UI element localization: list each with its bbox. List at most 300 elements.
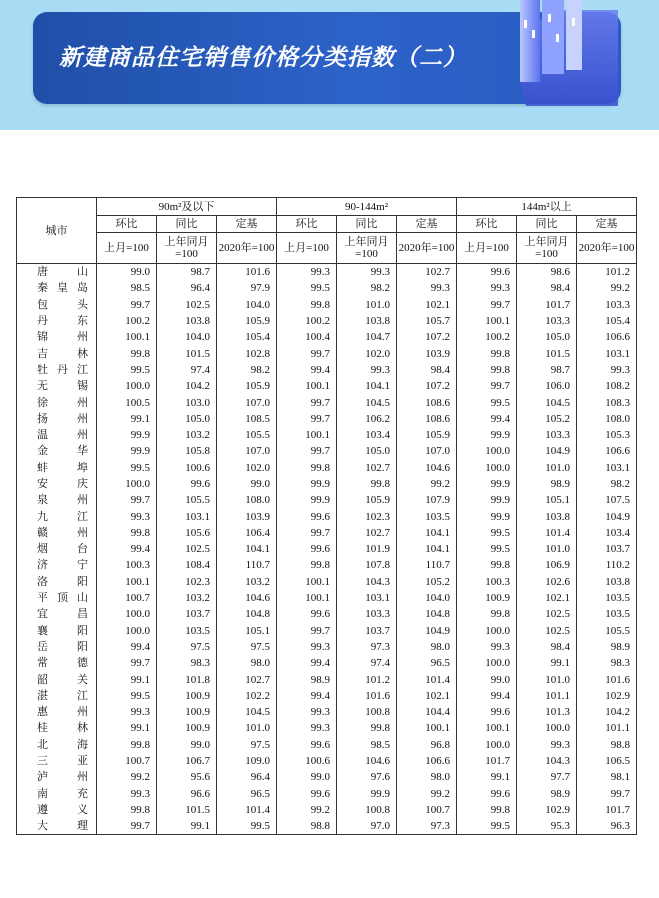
index-value-cell: 96.8 <box>397 737 457 753</box>
index-value-cell: 100.2 <box>277 313 337 329</box>
table-row <box>17 623 637 639</box>
index-value-cell: 95.3 <box>517 818 577 835</box>
index-value-cell: 107.8 <box>337 557 397 573</box>
table-row <box>17 574 637 590</box>
index-value-cell: 101.9 <box>337 541 397 557</box>
index-value-cell: 99.8 <box>457 345 517 361</box>
index-value-cell: 108.3 <box>577 394 637 410</box>
index-value-cell: 99.8 <box>457 362 517 378</box>
index-value-cell: 109.0 <box>217 753 277 769</box>
index-value-cell: 99.3 <box>517 737 577 753</box>
index-value-cell: 96.5 <box>397 655 457 671</box>
index-value-cell: 98.9 <box>277 671 337 687</box>
city-name-cell: 锦州 <box>17 329 97 345</box>
index-value-cell: 99.4 <box>277 655 337 671</box>
index-value-cell: 107.2 <box>397 378 457 394</box>
index-value-cell: 99.4 <box>457 411 517 427</box>
index-value-cell: 99.9 <box>337 786 397 802</box>
index-value-cell: 100.0 <box>457 623 517 639</box>
index-value-cell: 100.3 <box>97 557 157 573</box>
index-value-cell: 103.1 <box>337 590 397 606</box>
index-value-cell: 105.9 <box>397 427 457 443</box>
index-value-cell: 102.5 <box>157 297 217 313</box>
index-value-cell: 101.0 <box>337 297 397 313</box>
index-value-cell: 98.5 <box>97 280 157 296</box>
city-name-cell: 安庆 <box>17 476 97 492</box>
index-value-cell: 99.8 <box>457 802 517 818</box>
index-value-cell: 100.2 <box>457 329 517 345</box>
index-value-cell: 101.4 <box>397 671 457 687</box>
building-graphic-icon <box>496 0 622 106</box>
index-value-cell: 99.3 <box>97 508 157 524</box>
index-value-cell: 99.2 <box>277 802 337 818</box>
index-value-cell: 97.0 <box>337 818 397 835</box>
index-value-cell: 99.6 <box>457 786 517 802</box>
index-value-cell: 107.0 <box>217 443 277 459</box>
table-row <box>17 802 637 818</box>
table-row <box>17 704 637 720</box>
index-value-cell: 99.7 <box>277 345 337 361</box>
index-value-cell: 101.3 <box>517 704 577 720</box>
index-value-cell: 99.1 <box>517 655 577 671</box>
index-value-cell: 96.4 <box>157 280 217 296</box>
index-value-cell: 108.0 <box>577 411 637 427</box>
table-row <box>17 557 637 573</box>
index-value-cell: 100.1 <box>97 574 157 590</box>
index-value-cell: 105.2 <box>517 411 577 427</box>
sub-header-fixed: 定基 <box>577 216 637 233</box>
index-value-cell: 99.4 <box>277 688 337 704</box>
city-name-cell: 南充 <box>17 786 97 802</box>
index-value-cell: 99.7 <box>457 378 517 394</box>
index-value-cell: 103.8 <box>157 313 217 329</box>
index-value-cell: 98.2 <box>577 476 637 492</box>
index-value-cell: 99.4 <box>97 639 157 655</box>
city-name-cell: 惠州 <box>17 704 97 720</box>
city-name-cell: 常德 <box>17 655 97 671</box>
table-row <box>17 378 637 394</box>
base-header-fixed: 2020年=100 <box>217 233 277 264</box>
index-value-cell: 99.3 <box>277 264 337 281</box>
index-value-cell: 105.9 <box>217 313 277 329</box>
index-value-cell: 98.4 <box>517 639 577 655</box>
city-name-cell: 北海 <box>17 737 97 753</box>
index-value-cell: 102.2 <box>217 688 277 704</box>
index-value-cell: 99.8 <box>277 460 337 476</box>
index-value-cell: 106.6 <box>577 443 637 459</box>
index-value-cell: 102.1 <box>397 297 457 313</box>
index-value-cell: 100.5 <box>97 394 157 410</box>
index-value-cell: 101.0 <box>517 460 577 476</box>
index-value-cell: 99.1 <box>97 671 157 687</box>
index-value-cell: 104.6 <box>397 460 457 476</box>
index-value-cell: 98.4 <box>517 280 577 296</box>
index-value-cell: 107.9 <box>397 492 457 508</box>
index-value-cell: 105.5 <box>217 427 277 443</box>
index-value-cell: 102.1 <box>397 688 457 704</box>
index-value-cell: 105.0 <box>337 443 397 459</box>
index-value-cell: 99.8 <box>97 802 157 818</box>
index-value-cell: 106.5 <box>577 753 637 769</box>
city-name-cell: 宜昌 <box>17 606 97 622</box>
index-value-cell: 96.6 <box>157 786 217 802</box>
index-value-cell: 102.6 <box>517 574 577 590</box>
city-name-cell: 大理 <box>17 818 97 835</box>
city-name-cell: 烟台 <box>17 541 97 557</box>
index-value-cell: 99.5 <box>97 362 157 378</box>
city-name-cell: 平顶山 <box>17 590 97 606</box>
index-value-cell: 105.4 <box>217 329 277 345</box>
index-value-cell: 101.1 <box>577 720 637 736</box>
index-value-cell: 106.2 <box>337 411 397 427</box>
index-value-cell: 100.3 <box>457 574 517 590</box>
sub-header-mom: 环比 <box>457 216 517 233</box>
index-value-cell: 99.3 <box>457 639 517 655</box>
index-value-cell: 99.9 <box>457 476 517 492</box>
index-value-cell: 102.0 <box>217 460 277 476</box>
index-value-cell: 99.5 <box>97 688 157 704</box>
index-value-cell: 99.3 <box>277 704 337 720</box>
index-value-cell: 105.8 <box>157 443 217 459</box>
index-value-cell: 106.6 <box>577 329 637 345</box>
page-title: 新建商品住宅销售价格分类指数（二） <box>59 45 467 71</box>
index-value-cell: 98.6 <box>517 264 577 281</box>
index-value-cell: 105.4 <box>577 313 637 329</box>
index-value-cell: 99.6 <box>457 704 517 720</box>
index-value-cell: 98.8 <box>277 818 337 835</box>
index-value-cell: 99.7 <box>277 623 337 639</box>
index-value-cell: 100.7 <box>97 590 157 606</box>
index-value-cell: 100.6 <box>157 460 217 476</box>
index-value-cell: 102.5 <box>157 541 217 557</box>
city-name-cell: 无锡 <box>17 378 97 394</box>
table-row <box>17 737 637 753</box>
index-value-cell: 99.3 <box>277 720 337 736</box>
base-header-yoy: 上年同月=100 <box>337 233 397 264</box>
index-value-cell: 99.0 <box>97 264 157 281</box>
index-value-cell: 100.9 <box>157 720 217 736</box>
index-value-cell: 99.4 <box>457 688 517 704</box>
index-value-cell: 102.5 <box>517 623 577 639</box>
index-value-cell: 99.9 <box>97 443 157 459</box>
index-value-cell: 99.5 <box>277 280 337 296</box>
index-value-cell: 101.1 <box>517 688 577 704</box>
index-value-cell: 101.7 <box>517 297 577 313</box>
index-value-cell: 97.4 <box>337 655 397 671</box>
index-value-cell: 103.4 <box>577 525 637 541</box>
sub-header-fixed: 定基 <box>217 216 277 233</box>
index-value-cell: 103.7 <box>157 606 217 622</box>
index-value-cell: 101.2 <box>577 264 637 281</box>
group-header: 144m²以上 <box>457 198 637 216</box>
index-value-cell: 99.0 <box>157 737 217 753</box>
index-value-cell: 105.2 <box>397 574 457 590</box>
index-value-cell: 104.5 <box>337 394 397 410</box>
index-value-cell: 104.5 <box>517 394 577 410</box>
index-value-cell: 99.3 <box>337 264 397 281</box>
index-value-cell: 99.7 <box>97 655 157 671</box>
table-row <box>17 345 637 361</box>
index-value-cell: 106.9 <box>517 557 577 573</box>
table-row <box>17 297 637 313</box>
index-value-cell: 97.3 <box>337 639 397 655</box>
index-value-cell: 97.5 <box>157 639 217 655</box>
city-name-cell: 泉州 <box>17 492 97 508</box>
city-name-cell: 温州 <box>17 427 97 443</box>
table-row <box>17 525 637 541</box>
city-name-cell: 桂林 <box>17 720 97 736</box>
index-value-cell: 101.0 <box>517 541 577 557</box>
index-value-cell: 102.9 <box>577 688 637 704</box>
index-value-cell: 105.7 <box>397 313 457 329</box>
table-row <box>17 329 637 345</box>
index-value-cell: 99.6 <box>277 786 337 802</box>
table-row <box>17 460 637 476</box>
base-header-yoy: 上年同月=100 <box>157 233 217 264</box>
index-value-cell: 99.7 <box>457 297 517 313</box>
index-value-cell: 99.6 <box>277 737 337 753</box>
index-value-cell: 99.9 <box>457 427 517 443</box>
index-value-cell: 99.8 <box>97 345 157 361</box>
index-value-cell: 99.5 <box>457 394 517 410</box>
index-value-cell: 104.0 <box>397 590 457 606</box>
city-name-cell: 遵义 <box>17 802 97 818</box>
base-header-mom: 上月=100 <box>277 233 337 264</box>
index-value-cell: 104.8 <box>217 606 277 622</box>
index-value-cell: 102.3 <box>337 508 397 524</box>
index-value-cell: 103.2 <box>157 427 217 443</box>
index-value-cell: 101.5 <box>157 345 217 361</box>
index-value-cell: 101.4 <box>217 802 277 818</box>
index-value-cell: 99.5 <box>457 525 517 541</box>
table-row <box>17 786 637 802</box>
index-value-cell: 103.3 <box>577 297 637 313</box>
index-value-cell: 99.3 <box>277 639 337 655</box>
index-value-cell: 96.3 <box>577 818 637 835</box>
index-value-cell: 100.7 <box>397 802 457 818</box>
index-value-cell: 100.1 <box>97 329 157 345</box>
index-value-cell: 110.7 <box>217 557 277 573</box>
index-value-cell: 106.4 <box>217 525 277 541</box>
index-value-cell: 100.0 <box>97 476 157 492</box>
index-value-cell: 104.9 <box>517 443 577 459</box>
index-value-cell: 103.5 <box>157 623 217 639</box>
index-value-cell: 99.9 <box>97 427 157 443</box>
index-value-cell: 104.3 <box>337 574 397 590</box>
index-value-cell: 99.8 <box>337 720 397 736</box>
index-value-cell: 101.0 <box>217 720 277 736</box>
city-name-cell: 唐山 <box>17 264 97 281</box>
index-value-cell: 99.2 <box>397 476 457 492</box>
index-value-cell: 99.4 <box>277 362 337 378</box>
index-value-cell: 110.7 <box>397 557 457 573</box>
price-index-table-container <box>16 197 636 835</box>
index-value-cell: 100.9 <box>157 688 217 704</box>
index-value-cell: 99.8 <box>277 557 337 573</box>
index-value-cell: 103.8 <box>337 313 397 329</box>
index-value-cell: 99.2 <box>397 786 457 802</box>
index-value-cell: 99.1 <box>97 720 157 736</box>
index-value-cell: 100.0 <box>97 623 157 639</box>
index-value-cell: 101.5 <box>517 345 577 361</box>
index-value-cell: 102.3 <box>157 574 217 590</box>
index-value-cell: 104.0 <box>217 297 277 313</box>
index-value-cell: 97.3 <box>397 818 457 835</box>
price-index-table <box>16 197 637 835</box>
index-value-cell: 104.9 <box>577 508 637 524</box>
index-value-cell: 103.1 <box>577 460 637 476</box>
index-value-cell: 100.1 <box>457 720 517 736</box>
table-row <box>17 671 637 687</box>
index-value-cell: 100.0 <box>457 443 517 459</box>
index-value-cell: 101.2 <box>337 671 397 687</box>
index-value-cell: 98.5 <box>337 737 397 753</box>
index-value-cell: 99.8 <box>457 557 517 573</box>
index-value-cell: 99.0 <box>217 476 277 492</box>
index-value-cell: 105.5 <box>577 623 637 639</box>
index-value-cell: 99.3 <box>97 704 157 720</box>
table-row <box>17 606 637 622</box>
city-name-cell: 襄阳 <box>17 623 97 639</box>
index-value-cell: 99.7 <box>277 525 337 541</box>
index-value-cell: 98.0 <box>217 655 277 671</box>
base-header-fixed: 2020年=100 <box>577 233 637 264</box>
sub-header-mom: 环比 <box>277 216 337 233</box>
index-value-cell: 100.7 <box>97 753 157 769</box>
sub-header-yoy: 同比 <box>517 216 577 233</box>
index-value-cell: 104.7 <box>337 329 397 345</box>
sub-header-yoy: 同比 <box>157 216 217 233</box>
city-name-cell: 九江 <box>17 508 97 524</box>
index-value-cell: 103.9 <box>397 345 457 361</box>
city-name-cell: 秦皇岛 <box>17 280 97 296</box>
index-value-cell: 98.9 <box>517 786 577 802</box>
index-value-cell: 108.0 <box>217 492 277 508</box>
index-value-cell: 96.4 <box>217 769 277 785</box>
index-value-cell: 98.7 <box>517 362 577 378</box>
city-name-cell: 洛阳 <box>17 574 97 590</box>
city-name-cell: 蚌埠 <box>17 460 97 476</box>
index-value-cell: 99.7 <box>97 818 157 835</box>
index-value-cell: 99.7 <box>277 411 337 427</box>
index-value-cell: 98.9 <box>517 476 577 492</box>
index-value-cell: 102.7 <box>337 525 397 541</box>
base-header-yoy: 上年同月=100 <box>517 233 577 264</box>
table-row <box>17 394 637 410</box>
city-name-cell: 牡丹江 <box>17 362 97 378</box>
table-row <box>17 476 637 492</box>
table-row <box>17 508 637 524</box>
index-value-cell: 99.8 <box>457 606 517 622</box>
index-value-cell: 101.4 <box>517 525 577 541</box>
index-value-cell: 105.9 <box>217 378 277 394</box>
index-value-cell: 99.2 <box>97 769 157 785</box>
index-value-cell: 110.2 <box>577 557 637 573</box>
index-value-cell: 105.1 <box>217 623 277 639</box>
table-row <box>17 443 637 459</box>
index-value-cell: 98.3 <box>577 655 637 671</box>
city-name-cell: 赣州 <box>17 525 97 541</box>
city-name-cell: 徐州 <box>17 394 97 410</box>
table-row <box>17 720 637 736</box>
index-value-cell: 101.7 <box>457 753 517 769</box>
index-value-cell: 106.7 <box>157 753 217 769</box>
index-value-cell: 99.9 <box>457 508 517 524</box>
table-row <box>17 818 637 835</box>
index-value-cell: 99.7 <box>277 443 337 459</box>
index-value-cell: 98.1 <box>577 769 637 785</box>
index-value-cell: 100.0 <box>517 720 577 736</box>
index-value-cell: 102.0 <box>337 345 397 361</box>
index-value-cell: 104.2 <box>577 704 637 720</box>
index-value-cell: 96.5 <box>217 786 277 802</box>
index-value-cell: 101.5 <box>157 802 217 818</box>
index-value-cell: 99.4 <box>97 541 157 557</box>
index-value-cell: 103.7 <box>577 541 637 557</box>
index-value-cell: 99.1 <box>97 411 157 427</box>
index-value-cell: 99.7 <box>97 297 157 313</box>
index-value-cell: 100.2 <box>97 313 157 329</box>
base-header-mom: 上月=100 <box>97 233 157 264</box>
index-value-cell: 105.0 <box>157 411 217 427</box>
city-name-cell: 丹东 <box>17 313 97 329</box>
index-value-cell: 101.6 <box>577 671 637 687</box>
index-value-cell: 100.1 <box>277 590 337 606</box>
index-value-cell: 104.6 <box>217 590 277 606</box>
index-value-cell: 108.6 <box>397 394 457 410</box>
index-value-cell: 102.7 <box>217 671 277 687</box>
sub-header-fixed: 定基 <box>397 216 457 233</box>
index-value-cell: 99.9 <box>457 492 517 508</box>
index-value-cell: 99.6 <box>157 476 217 492</box>
index-value-cell: 103.8 <box>517 508 577 524</box>
index-value-cell: 100.4 <box>277 329 337 345</box>
index-value-cell: 104.1 <box>397 525 457 541</box>
index-value-cell: 99.0 <box>457 671 517 687</box>
index-value-cell: 101.8 <box>157 671 217 687</box>
table-row <box>17 541 637 557</box>
index-value-cell: 100.6 <box>277 753 337 769</box>
index-value-cell: 100.0 <box>457 655 517 671</box>
index-value-cell: 103.3 <box>337 606 397 622</box>
table-row <box>17 753 637 769</box>
index-value-cell: 99.3 <box>397 280 457 296</box>
index-value-cell: 103.9 <box>217 508 277 524</box>
index-value-cell: 100.1 <box>457 313 517 329</box>
index-value-cell: 100.1 <box>277 378 337 394</box>
index-value-cell: 99.6 <box>457 264 517 281</box>
index-value-cell: 108.6 <box>397 411 457 427</box>
index-value-cell: 104.0 <box>157 329 217 345</box>
city-name-cell: 包头 <box>17 297 97 313</box>
index-value-cell: 100.0 <box>457 737 517 753</box>
index-value-cell: 99.3 <box>337 362 397 378</box>
index-value-cell: 105.1 <box>517 492 577 508</box>
index-value-cell: 105.5 <box>157 492 217 508</box>
index-value-cell: 105.0 <box>517 329 577 345</box>
index-value-cell: 103.5 <box>577 606 637 622</box>
index-value-cell: 99.6 <box>277 508 337 524</box>
sub-header-yoy: 同比 <box>337 216 397 233</box>
index-value-cell: 99.7 <box>277 394 337 410</box>
index-value-cell: 103.5 <box>397 508 457 524</box>
index-value-cell: 101.6 <box>217 264 277 281</box>
index-value-cell: 99.5 <box>457 541 517 557</box>
index-value-cell: 103.7 <box>337 623 397 639</box>
index-value-cell: 100.9 <box>157 704 217 720</box>
city-name-cell: 三亚 <box>17 753 97 769</box>
index-value-cell: 103.3 <box>517 313 577 329</box>
